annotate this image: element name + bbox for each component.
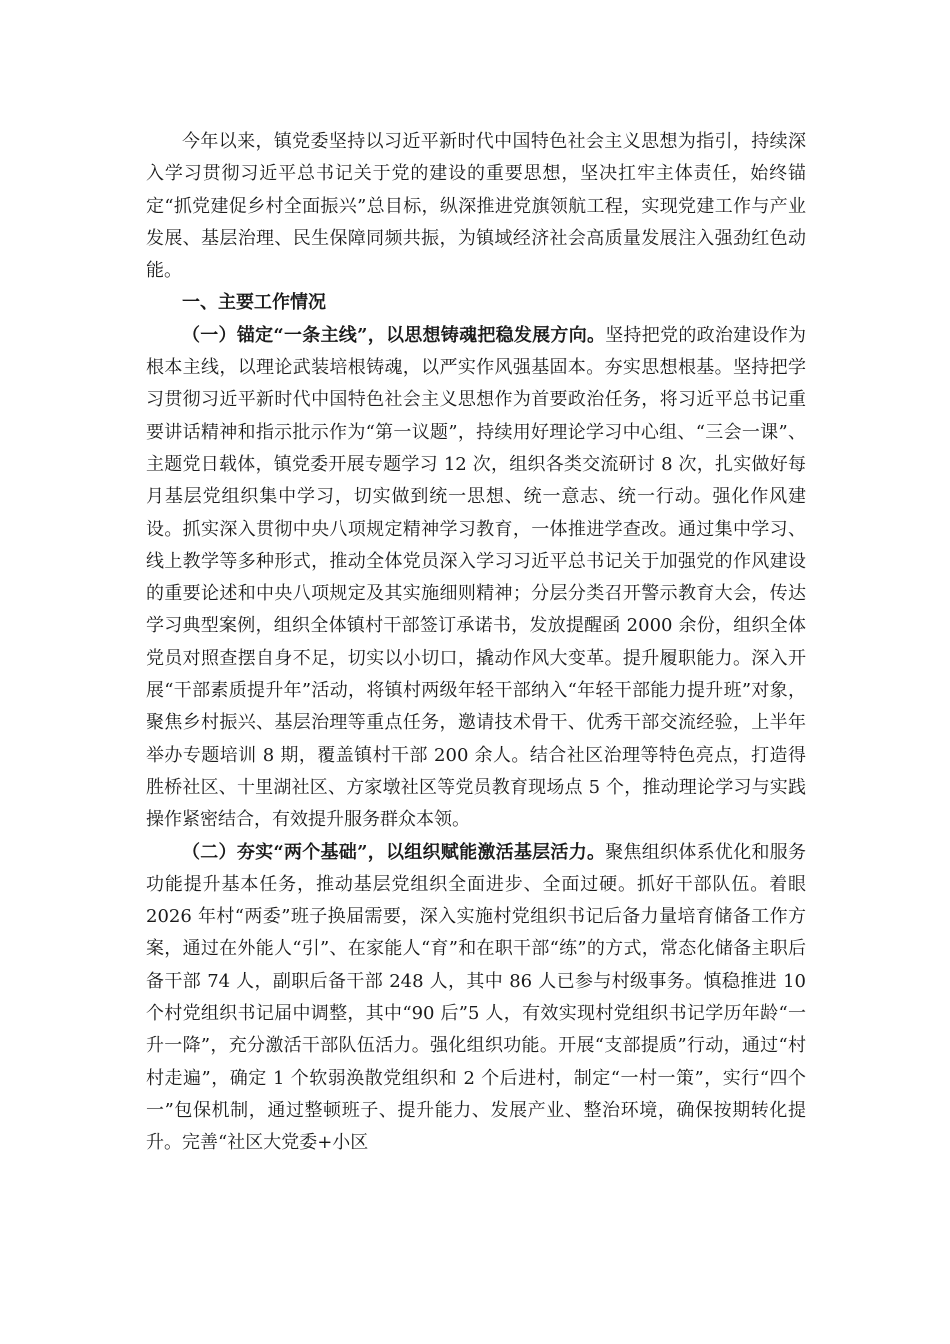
subsection-paragraph-1 <box>146 320 806 837</box>
subsection-lead-1: （一）锚定“一条主线”，以思想铸魂把稳发展方向。 <box>182 324 606 346</box>
subsection-body-1: 坚持把党的政治建设作为根本主线，以理论武装培根铸魂，以严实作风强基固本。夯实思想根基。坚持把学习贯彻习近平新时代中国特色社会主义思想作为首要政治任务，将习近平总书记重要讲话精神和指示批示作为“第一议题”，持续用好理论学习中心组、“三会一课”、主题党日载体，镇党委开展专题学习 12 次，组织各类交流研讨 8 次，扎实做好每月基层党组织集中学习，切实做到统一思想、统一意志、统一行动。强化作风建设。抓实深入贯彻中央八项规定精神学习教育，一体推进学查改。通过集中学习、线上教学等多种形式，推动全体党员深入学习习近平总书记关于加强党的作风建设的重要论述和中央八项规定及其实施细则精神；分层分类召开警示教育大会，传达学习典型案例，组织全体镇村干部签订承诺书，发放提醒函 2000 余份，组织全体党员对照查摆自身不足，切实以小切口，撬动作风大变革。提升履职能力。深入开展“干部素质提升年”活动，将镇村两级年轻干部纳入“年轻干部能力提升班”对象，聚焦乡村振兴、基层治理等重点任务，邀请技术骨干、优秀干部交流经验，上半年举办专题培训 8 期，覆盖镇村干部 200 余人。结合社区治理等特色亮点，打造得胜桥社区、十里湖社区、方家墩社区等党员教育现场点 5 个，推动理论学习与实践操作紧密结合，有效提升服务群众本领。 <box>146 324 806 831</box>
subsection-lead-2: （二）夯实“两个基础”，以组织赋能激活基层活力。 <box>182 841 606 863</box>
section-heading: 一、主要工作情况 <box>182 292 326 314</box>
subsection-paragraph-2 <box>146 837 806 1160</box>
intro-paragraph: 今年以来，镇党委坚持以习近平新时代中国特色社会主义思想为指引，持续深入学习贯彻习近平总书记关于党的建设的重要思想，坚决扛牢主体责任，始终锚定“抓党建促乡村全面振兴”总目标，纵深推进党旗领航工程，实现党建工作与产业发展、基层治理、民生保障同频共振，为镇域经济社会高质量发展注入强劲红色动能。 <box>146 131 806 282</box>
document-body <box>146 126 806 1160</box>
subsection-body-2: 聚焦组织体系优化和服务功能提升基本任务，推动基层党组织全面进步、全面过硬。抓好干部队伍。着眼 2026 年村“两委”班子换届需要，深入实施村党组织书记后备力量培育储备工作方案，通过在外能人“引”、在家能人“育”和在职干部“练”的方式，常态化储备主职后备干部 74 人，副职后备干部 248 人，其中 86 人已参与村级事务。慎稳推进 10 个村党组织书记届中调整，其中“90 后”5 人，有效实现村党组织书记学历年龄“一升一降”，充分激活干部队伍活力。强化组织功能。开展“支部提质”行动，通过“村村走遍”，确定 1 个软弱涣散党组织和 2 个后进村，制定“一村一策”，实行“四个一”包保机制，通过整顿班子、提升能力、发展产业、整治环境，确保按期转化提升。完善“社区大党委+小区 <box>146 841 806 1154</box>
